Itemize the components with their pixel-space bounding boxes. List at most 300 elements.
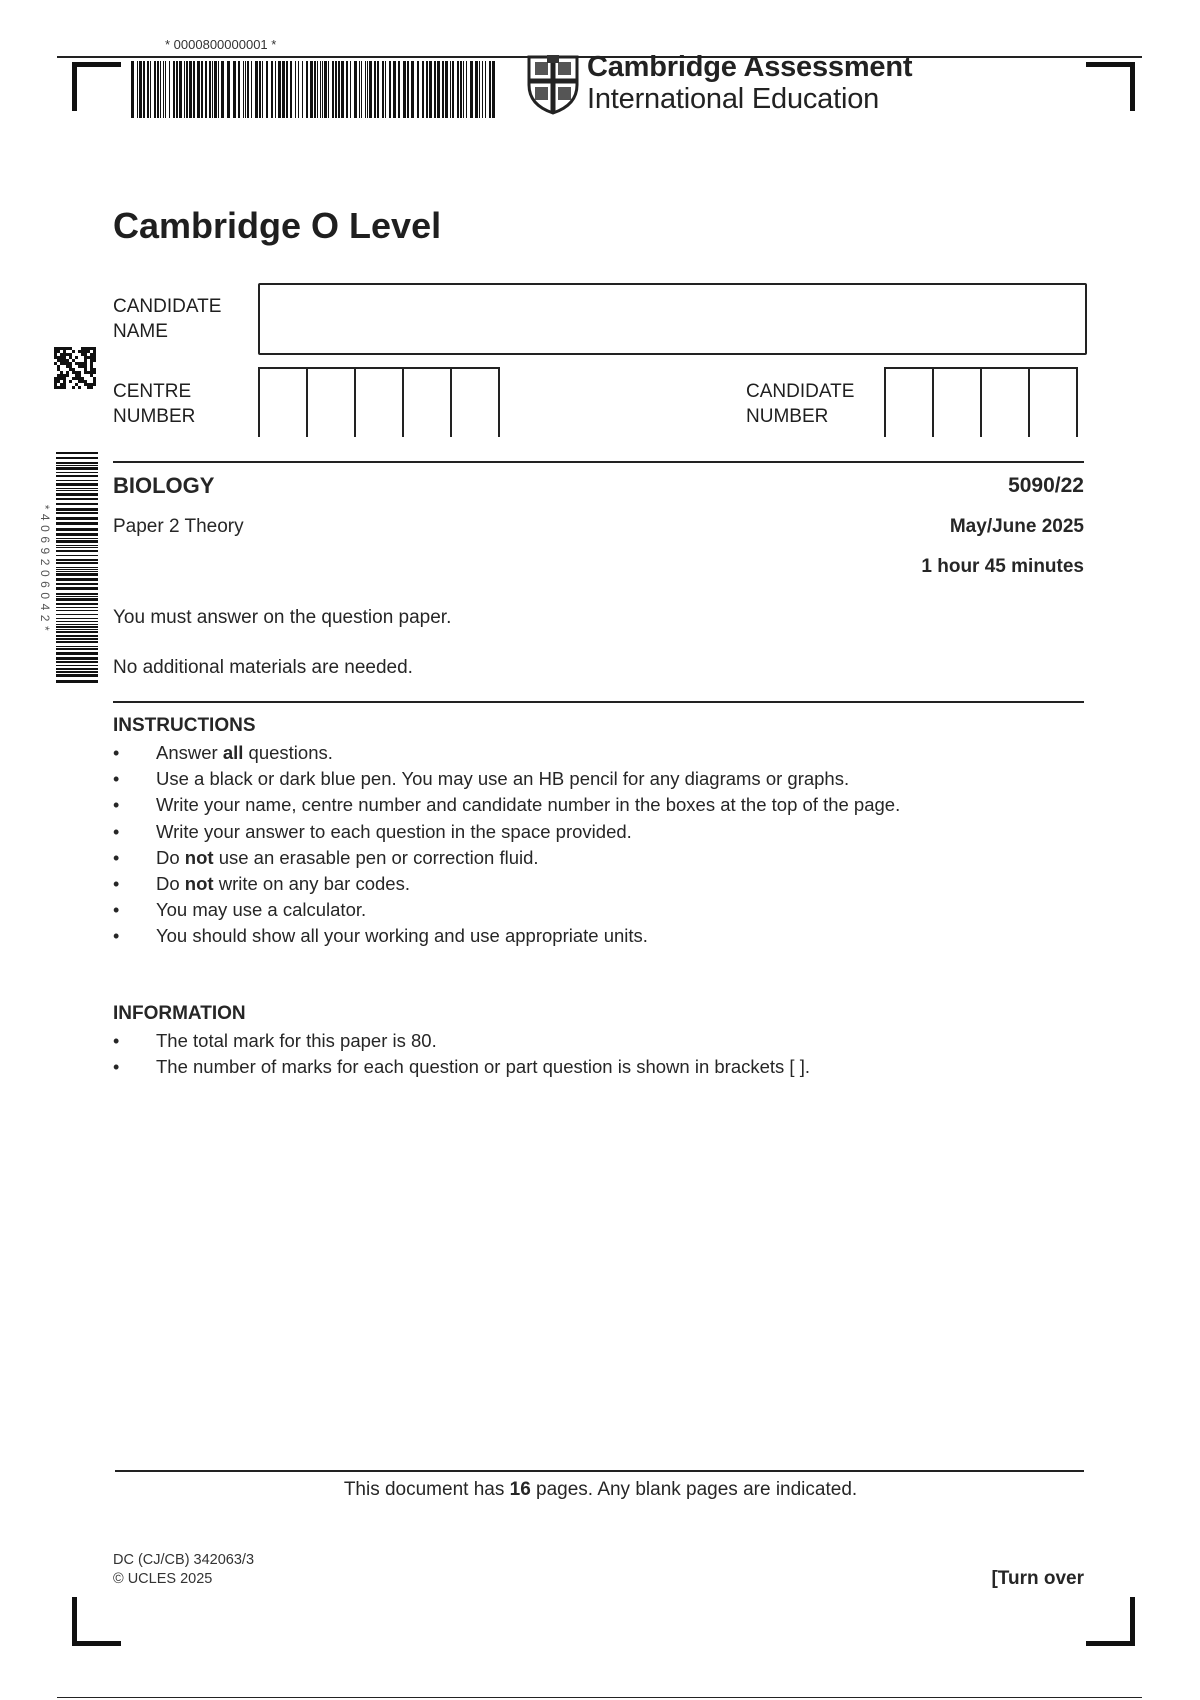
barcode-bar [56,648,98,650]
barcode-bar [389,61,391,118]
barcode-bar [489,61,491,118]
barcode-bar [227,61,230,118]
qr-module [63,374,66,377]
barcode-bar [56,668,98,670]
qr-module [63,350,66,353]
qr-module [54,350,57,353]
barcode-bar [346,61,348,118]
barcode-bar [169,61,170,118]
barcode-bar [143,61,145,118]
barcode-bar [429,61,432,118]
barcode-bar [212,61,213,118]
centre-number-digit[interactable] [402,369,450,437]
qr-module [60,362,63,365]
barcode-bar [56,641,98,643]
qr-module [72,371,75,374]
candidate-number-digit[interactable] [1028,369,1078,437]
qr-module [78,380,81,383]
barcode-bar [56,624,98,625]
barcode-bar [56,533,98,536]
instruction-item [113,766,1073,792]
materials-note: No additional materials are needed. [113,657,413,678]
qr-module [54,383,57,386]
barcode-bar [56,614,98,615]
qr-module [60,374,63,377]
qr-module [84,362,87,365]
barcode-top [131,61,496,123]
candidate-name-field[interactable] [258,283,1087,355]
cambridge-crest-icon [527,55,579,120]
bottom-rule [57,1697,1142,1698]
barcode-bar [56,512,98,514]
qr-module [78,365,81,368]
answer-note: You must answer on the question paper. [113,607,452,628]
instruction-text: Answer [156,742,223,763]
instruction-text: questions. [243,742,333,763]
qr-module [66,374,69,377]
side-barcode-digits [38,452,52,684]
barcode-bar [56,498,98,500]
barcode-bar [56,559,98,561]
barcode-bar [417,61,419,118]
instruction-text: Do [156,846,185,868]
barcode-bar [341,61,344,118]
barcode-bar [335,61,337,118]
barcode-bar [165,61,166,118]
barcode-bar [324,61,327,118]
barcode-bar [56,555,98,556]
barcode-bar [209,61,211,118]
barcode-bar [426,61,428,118]
instruction-item [113,923,1073,949]
barcode-bar [393,61,396,118]
barcode-bar [445,61,448,118]
qr-module [81,353,84,356]
barcode-bar [56,503,98,505]
barcode-bar [411,61,414,118]
barcode-bar [184,61,185,118]
barcode-bar [56,547,98,548]
barcode-bar [398,61,400,118]
qr-module [66,365,69,368]
qr-module [63,386,66,389]
side-barcode-digits-text: * 4 0 6 9 2 0 6 0 4 2 * [38,504,52,632]
barcode-number: * 0000800000001 * [165,37,277,52]
qr-module [69,368,72,371]
barcode-bar [56,488,98,489]
barcode-bar [306,61,308,118]
qr-module [84,347,87,350]
candidate-name-label-line2: NAME [113,321,168,342]
qr-module [60,347,63,350]
barcode-bar [369,61,372,118]
turn-over-note: [Turn over [991,1568,1084,1589]
barcode-bar [137,61,138,118]
barcode-bar [290,61,292,118]
instruction-item [113,792,1073,818]
barcode-bar [197,61,200,118]
barcode-bar [278,61,281,118]
qr-module [75,362,78,365]
qr-module [90,365,93,368]
page-count-text-end: pages. Any blank pages are indicated. [530,1479,858,1500]
qr-module [63,359,66,362]
barcode-bar [147,61,149,118]
instruction-text: write on any bar codes. [213,872,410,894]
qr-module [54,362,57,365]
qr-module [93,383,96,386]
page-count-note [113,1479,1088,1501]
barcode-bar [457,61,459,118]
qr-module [93,347,96,350]
qr-module [63,377,66,380]
barcode-bar [382,61,384,118]
qr-module [84,356,87,359]
barcode-bar [492,61,495,118]
instruction-text: You may use a calculator. [156,899,367,921]
barcode-bar [179,61,182,118]
barcode-bar [56,671,98,673]
qr-module [57,350,60,353]
barcode-bar [154,61,156,118]
instruction-item [113,897,1073,923]
barcode-bar [485,61,486,118]
barcode-bar [56,598,98,601]
barcode-bar [317,61,318,118]
barcode-bar [56,665,98,666]
barcode-bar [374,61,376,118]
barcode-bar [56,569,98,570]
corner-mark-bottom-left [72,1597,121,1646]
qr-module [84,371,87,374]
qr-module [60,386,63,389]
qr-module [75,374,78,377]
barcode-bar [442,61,444,118]
barcode-bar [56,578,98,581]
instruction-item [113,845,1073,871]
qr-module [72,386,75,389]
side-barcode [56,452,98,689]
qr-module [69,356,72,359]
barcode-bar [160,61,161,118]
centre-number-field[interactable] [258,367,500,439]
instruction-item [113,871,1073,897]
barcode-bar [150,61,151,118]
barcode-bar [56,626,98,628]
barcode-bar [56,465,98,466]
qr-module [81,365,84,368]
barcode-bar [218,61,219,118]
information-item: • The number of marks for each question or part question is shown in brackets [ ]. [113,1054,1073,1080]
barcode-bar [365,61,366,118]
barcode-bar [56,573,98,576]
barcode-bar [247,61,249,118]
barcode-bar [251,61,252,118]
barcode-bar [295,61,296,118]
qr-module [63,383,66,386]
barcode-bar [482,61,483,118]
qr-module [66,347,69,350]
corner-mark-top-right [1086,62,1135,111]
rule-footer [115,1470,1084,1472]
barcode-bar [275,61,276,118]
corner-mark-bottom-right [1086,1597,1135,1646]
qr-module [84,380,87,383]
instruction-text: Write your name, centre number and candidate number in the boxes at the top of the page. [156,794,901,816]
barcode-bar [157,61,159,118]
centre-number-digit[interactable] [306,369,354,437]
barcode-bar [56,603,98,605]
barcode-bar [56,452,98,454]
qr-module [93,371,96,374]
barcode-bar [56,661,98,663]
instruction-emphasis: all [222,742,244,763]
qr-module [66,359,69,362]
qr-module [87,371,90,374]
barcode-bar [56,635,98,637]
qr-module [63,380,66,383]
barcode-bar [377,61,379,118]
barcode-bar [437,61,440,118]
qr-module [57,365,60,368]
barcode-bar [286,61,288,118]
qr-module [90,356,93,359]
paper-code: 5090/22 [1008,474,1084,497]
centre-number-label-line1: CENTRE [113,381,192,402]
qr-module [90,347,93,350]
qr-module [72,377,75,380]
instruction-item [113,740,1073,766]
qr-module [90,383,93,386]
barcode-bar [434,61,436,118]
candidate-number-digit[interactable] [884,369,932,437]
instruction-item [113,819,1073,845]
barcode-bar [463,61,464,118]
qr-module [57,347,60,350]
qr-module [81,350,84,353]
barcode-bar [298,61,299,118]
qr-module [78,362,81,365]
qr-module [57,356,60,359]
barcode-bar [56,457,98,459]
candidate-number-field[interactable] [884,367,1078,439]
barcode-bar [367,61,368,118]
subject-title: BIOLOGY [113,473,215,498]
centre-number-digit[interactable] [258,369,306,437]
qr-module [66,362,69,365]
qr-module [93,377,96,380]
barcode-bar [56,522,98,525]
barcode-bar [243,61,244,118]
candidate-name-label-line1: CANDIDATE [113,296,222,317]
barcode-bar [245,61,246,118]
qr-module [66,371,69,374]
qr-module [69,365,72,368]
qr-module [54,380,57,383]
qr-module [90,374,93,377]
qr-module [87,356,90,359]
qr-module [72,368,75,371]
centre-number-digit[interactable] [354,369,402,437]
exam-duration: 1 hour 45 minutes [921,556,1084,577]
barcode-bar [56,593,98,595]
qr-module [93,359,96,362]
qr-module [93,350,96,353]
barcode-bar [201,61,203,118]
qr-module [81,362,84,365]
barcode-bar [56,621,98,622]
barcode-bar [452,61,454,118]
qr-module [57,359,60,362]
instruction-text: Write your answer to each question in the space provided. [156,820,632,842]
barcode-bar [338,61,340,118]
barcode-bar [56,517,98,520]
barcode-bar [450,61,451,118]
qr-module [60,353,63,356]
qr-module [84,350,87,353]
page-count-text: This document has [343,1479,510,1500]
barcode-bar [259,61,261,118]
qr-module [54,377,57,380]
instruction-emphasis: not [184,846,214,868]
barcode-bar [176,61,178,118]
centre-number-digit[interactable] [450,369,500,437]
qr-module [87,383,90,386]
barcode-bar [56,462,98,464]
qr-module [90,359,93,362]
qr-module [60,377,63,380]
barcode-bar [56,545,98,546]
qr-module [90,371,93,374]
barcode-bar [163,61,164,118]
barcode-bar [56,646,98,647]
qr-code-icon [54,347,96,394]
barcode-bar [56,610,98,611]
qr-module [87,350,90,353]
barcode-bar [470,61,473,118]
qr-module [63,347,66,350]
barcode-bar [302,61,303,118]
instruction-emphasis: not [184,872,214,894]
qr-module [75,371,78,374]
qr-module [84,359,87,362]
qr-module [60,371,63,374]
qr-module [78,386,81,389]
barcode-bar [56,674,98,677]
barcode-bar [56,493,98,496]
qr-module [87,347,90,350]
qr-module [90,362,93,365]
corner-mark-top-left [72,62,121,111]
barcode-bar [56,638,98,640]
qr-module [63,362,66,365]
candidate-number-digit[interactable] [980,369,1028,437]
copyright: © UCLES 2025 [113,1571,213,1587]
qr-module [75,377,78,380]
qr-module [69,353,72,356]
barcode-bar [56,652,98,655]
qr-module [66,353,69,356]
instruction-text: Use a black or dark blue pen. You may use an HB pencil for any diagrams or graphs. [156,768,850,790]
barcode-bar [56,480,98,481]
instructions-list [113,740,1073,950]
qr-module [63,356,66,359]
barcode-bar [56,596,98,597]
logo-subtitle: International Education [587,83,880,115]
barcode-bar [56,567,98,568]
barcode-bar [422,61,424,118]
qr-module [57,377,60,380]
barcode-bar [56,587,98,590]
barcode-bar [56,571,98,572]
instruction-text: You should show all your working and use appropriate units. [156,925,648,947]
barcode-bar [56,629,98,630]
qr-module [54,353,57,356]
barcode-bar [328,61,329,118]
qr-module [69,380,72,383]
candidate-number-digit[interactable] [932,369,980,437]
qr-module [90,368,93,371]
qr-module [84,353,87,356]
barcode-bar [310,61,313,118]
barcode-bar [56,583,98,585]
qr-module [81,347,84,350]
qr-module [93,353,96,356]
qr-module [84,383,87,386]
barcode-bar [403,61,406,118]
qr-module [93,356,96,359]
barcode-bar [186,61,188,118]
barcode-bar [131,61,134,118]
barcode-bar [56,475,98,477]
information-list [113,1028,1073,1080]
barcode-bar [479,61,480,118]
paper-component: Paper 2 Theory [113,516,244,537]
barcode-bar [460,61,462,118]
barcode-bar [221,61,224,118]
barcode-bar [214,61,217,118]
barcode-bar [56,618,98,619]
barcode-bar [56,607,98,608]
qr-module [75,356,78,359]
barcode-bar [262,61,263,118]
candidate-number-label-line2: NUMBER [746,406,829,427]
qr-module [60,356,63,359]
qr-module [93,380,96,383]
barcode-bar [466,61,467,118]
barcode-bar [56,528,98,531]
barcode-bar [255,61,258,118]
barcode-bar [173,61,175,118]
barcode-bar [56,490,98,491]
qr-module [57,380,60,383]
barcode-bar [354,61,357,118]
qr-module [69,347,72,350]
centre-number-label [113,379,243,429]
barcode-bar [320,61,321,118]
qr-module [78,377,81,380]
candidate-number-label [746,379,876,429]
information-heading: INFORMATION [113,1003,246,1024]
exam-session: May/June 2025 [949,516,1084,537]
qr-module [57,374,60,377]
barcode-bar [322,61,323,118]
barcode-bar [189,61,192,118]
qr-module [78,350,81,353]
qr-module [93,368,96,371]
instruction-text: use an erasable pen or correction fluid. [213,846,539,868]
qr-module [54,386,57,389]
